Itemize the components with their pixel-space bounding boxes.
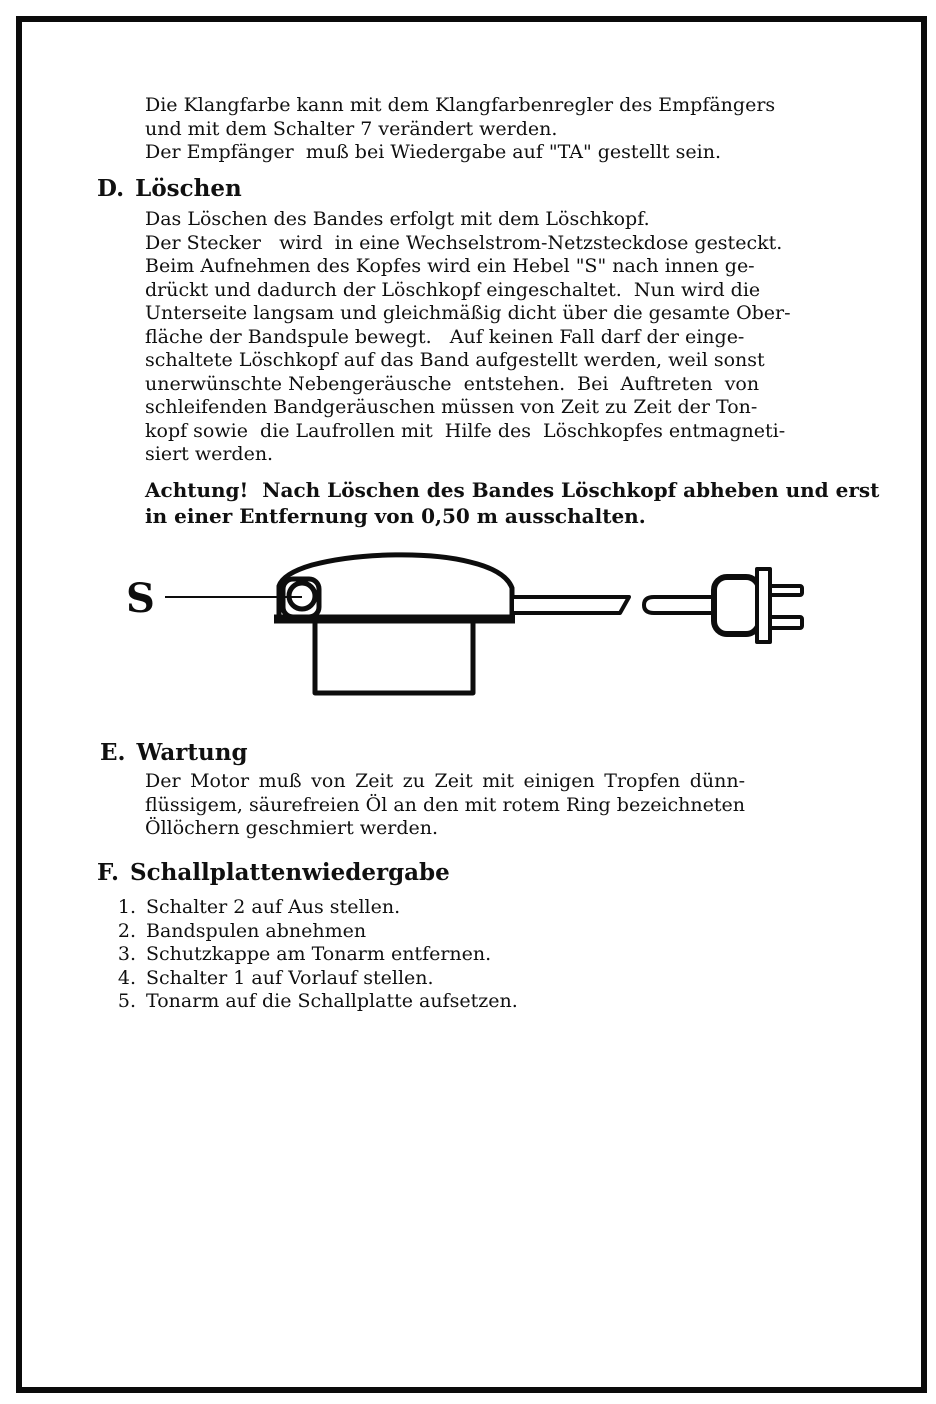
text-line: Der Stecker wird in eine Wechselstrom-Netzsteckdose gesteckt. [145, 231, 783, 254]
list-item [108, 896, 518, 920]
list-item-text: Schalter 2 auf Aus stellen. [146, 896, 401, 918]
plug-flange [757, 569, 770, 642]
text-line: in einer Entfernung von 0,50 m ausschalten. [145, 503, 646, 528]
list-item-number: 1. [117, 896, 136, 918]
list-item-text: Bandspulen abnehmen [146, 919, 367, 942]
cord-segment-right [644, 597, 714, 613]
text-line: Die Klangfarbe kann mit dem Klangfarbenregler des Empfängers [145, 94, 776, 116]
text-line: Das Löschen des Bandes erfolgt mit dem Löschkopf. [145, 208, 650, 230]
section-d-title: Löschen [135, 175, 242, 202]
list-item-number: 3. [117, 943, 136, 966]
erase-head-and-plug-drawing [100, 548, 860, 708]
list-item [108, 967, 518, 991]
warning-paragraph [145, 478, 879, 529]
section-e-paragraph [145, 770, 745, 841]
section-f-title: Schallplattenwiedergabe [130, 859, 450, 886]
text-line: Unterseite langsam und gleichmäßig dicht über die gesamte Ober- [145, 302, 791, 324]
section-e-title: Wartung [136, 739, 248, 766]
text-line: Öllöchern geschmiert werden. [145, 817, 439, 839]
list-item-text: Schalter 1 auf Vorlauf stellen. [146, 966, 434, 989]
plug-prong-bottom [770, 617, 802, 628]
text-line: Beim Aufnehmen des Kopfes wird ein Hebel "S" nach innen ge- [145, 255, 755, 277]
text-line: Der Empfänger muß bei Wiedergabe auf "TA" gestellt sein. [145, 141, 721, 163]
list-item [108, 990, 518, 1014]
text-line: drückt und dadurch der Löschkopf eingeschaltet. Nun wird die [145, 278, 761, 301]
text-line: flüssigem, säurefreien Öl an den mit rotem Ring bezeichneten [145, 793, 745, 816]
intro-paragraph [145, 94, 775, 165]
text-line: unerwünschte Nebengeräusche entstehen. Bei Auftreten von [145, 372, 760, 395]
plug-prong-top [770, 586, 802, 595]
text-line: siert werden. [145, 443, 274, 465]
erase-head-base [315, 621, 473, 693]
text-line: Achtung! Nach Löschen des Bandes Löschkopf abheben und erst [145, 478, 880, 502]
text-line: schleifenden Bandgeräuschen müssen von Zeit zu Zeit der Ton- [145, 396, 758, 418]
list-item-number: 2. [117, 919, 136, 942]
section-f-label: F. [97, 859, 120, 886]
erase-head-figure [100, 548, 860, 708]
text-line: kopf sowie die Laufrollen mit Hilfe des Löschkopfes entmagneti- [145, 419, 786, 442]
list-item-number: 5. [117, 990, 136, 1013]
section-d-label: D. [97, 175, 125, 202]
section-f-list [108, 896, 518, 1014]
section-d-heading [97, 176, 242, 202]
text-line: schaltete Löschkopf auf das Band aufgestellt werden, weil sonst [145, 349, 765, 371]
list-item-text: Tonarm auf die Schallplatte aufsetzen. [146, 990, 518, 1013]
section-e-heading [100, 740, 248, 766]
plug-body [714, 577, 759, 634]
text-line: und mit dem Schalter 7 verändert werden. [145, 117, 558, 140]
list-item [108, 920, 518, 944]
list-item [108, 943, 518, 967]
lever-label: S [126, 575, 155, 622]
list-item-number: 4. [117, 966, 136, 989]
section-d-paragraph [145, 208, 791, 467]
section-e-label: E. [100, 739, 126, 766]
text-line: fläche der Bandspule bewegt. Auf keinen Fall darf der einge- [145, 325, 745, 348]
list-item-text: Schutzkappe am Tonarm entfernen. [146, 943, 492, 966]
section-f-heading [97, 860, 450, 886]
cord-segment-left [512, 597, 629, 613]
text-line: Der Motor muß von Zeit zu Zeit mit einigen Tropfen dünn- [145, 770, 745, 792]
